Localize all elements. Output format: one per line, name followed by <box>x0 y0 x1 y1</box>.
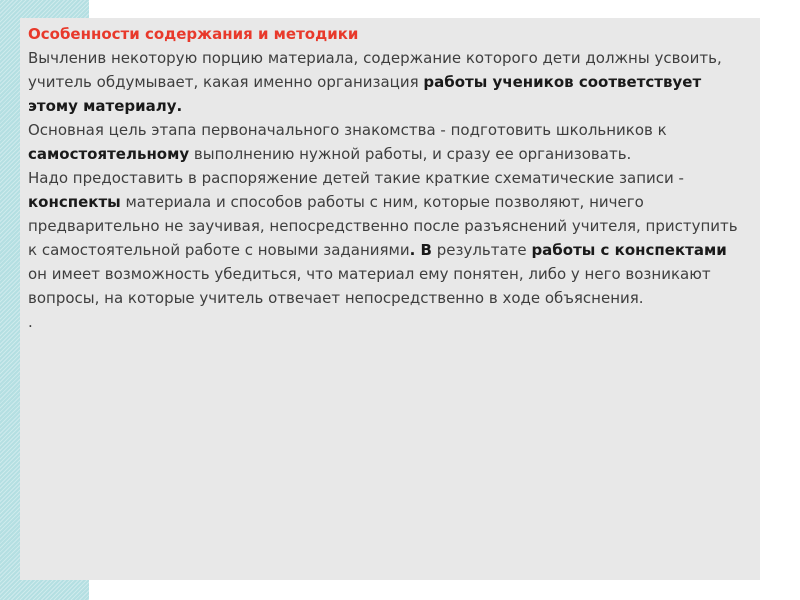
p3-bold-3: работы с конспектами <box>531 241 727 259</box>
paragraph-1 <box>28 46 750 118</box>
p3-bold-2: . В <box>409 241 432 259</box>
p3-text-2: материала и способов работы с ним, которые позволяют, ничего предварительно не заучивая, непосредственно после разъяснений учителя, приступить к самостоятельной работе с новыми заданиями <box>28 193 738 259</box>
p2-text-1: Основная цель этапа первоначального знакомства - подготовить школьников к <box>28 121 667 139</box>
p1-text: Вычленив некоторую порцию материала, содержание которого дети должны усвоить, учитель обдумывает, какая именно организация <box>28 49 722 91</box>
p1-bold: работы учеников соответствует этому материалу. <box>28 73 702 115</box>
paragraph-3 <box>28 166 750 310</box>
p2-bold: самостоятельному <box>28 145 190 163</box>
p3-bold-1: конспекты <box>28 193 121 211</box>
text-body <box>28 22 750 334</box>
p2-text-2: выполнению нужной работы, и сразу ее организовать. <box>189 145 632 163</box>
p3-text-4: он имеет возможность убедиться, что материал ему понятен, либо у него возникают вопросы, на которые учитель отвечает непосредственно в ходе объяснения. <box>28 265 711 307</box>
p3-text-3: результате <box>431 241 532 259</box>
paragraph-2 <box>28 118 750 166</box>
trailing-dot: . <box>28 313 33 331</box>
p3-text-1: Надо предоставить в распоряжение детей такие краткие схематические записи - <box>28 169 684 187</box>
content-panel <box>20 18 760 580</box>
slide-title: Особенности содержания и методики <box>28 25 359 43</box>
